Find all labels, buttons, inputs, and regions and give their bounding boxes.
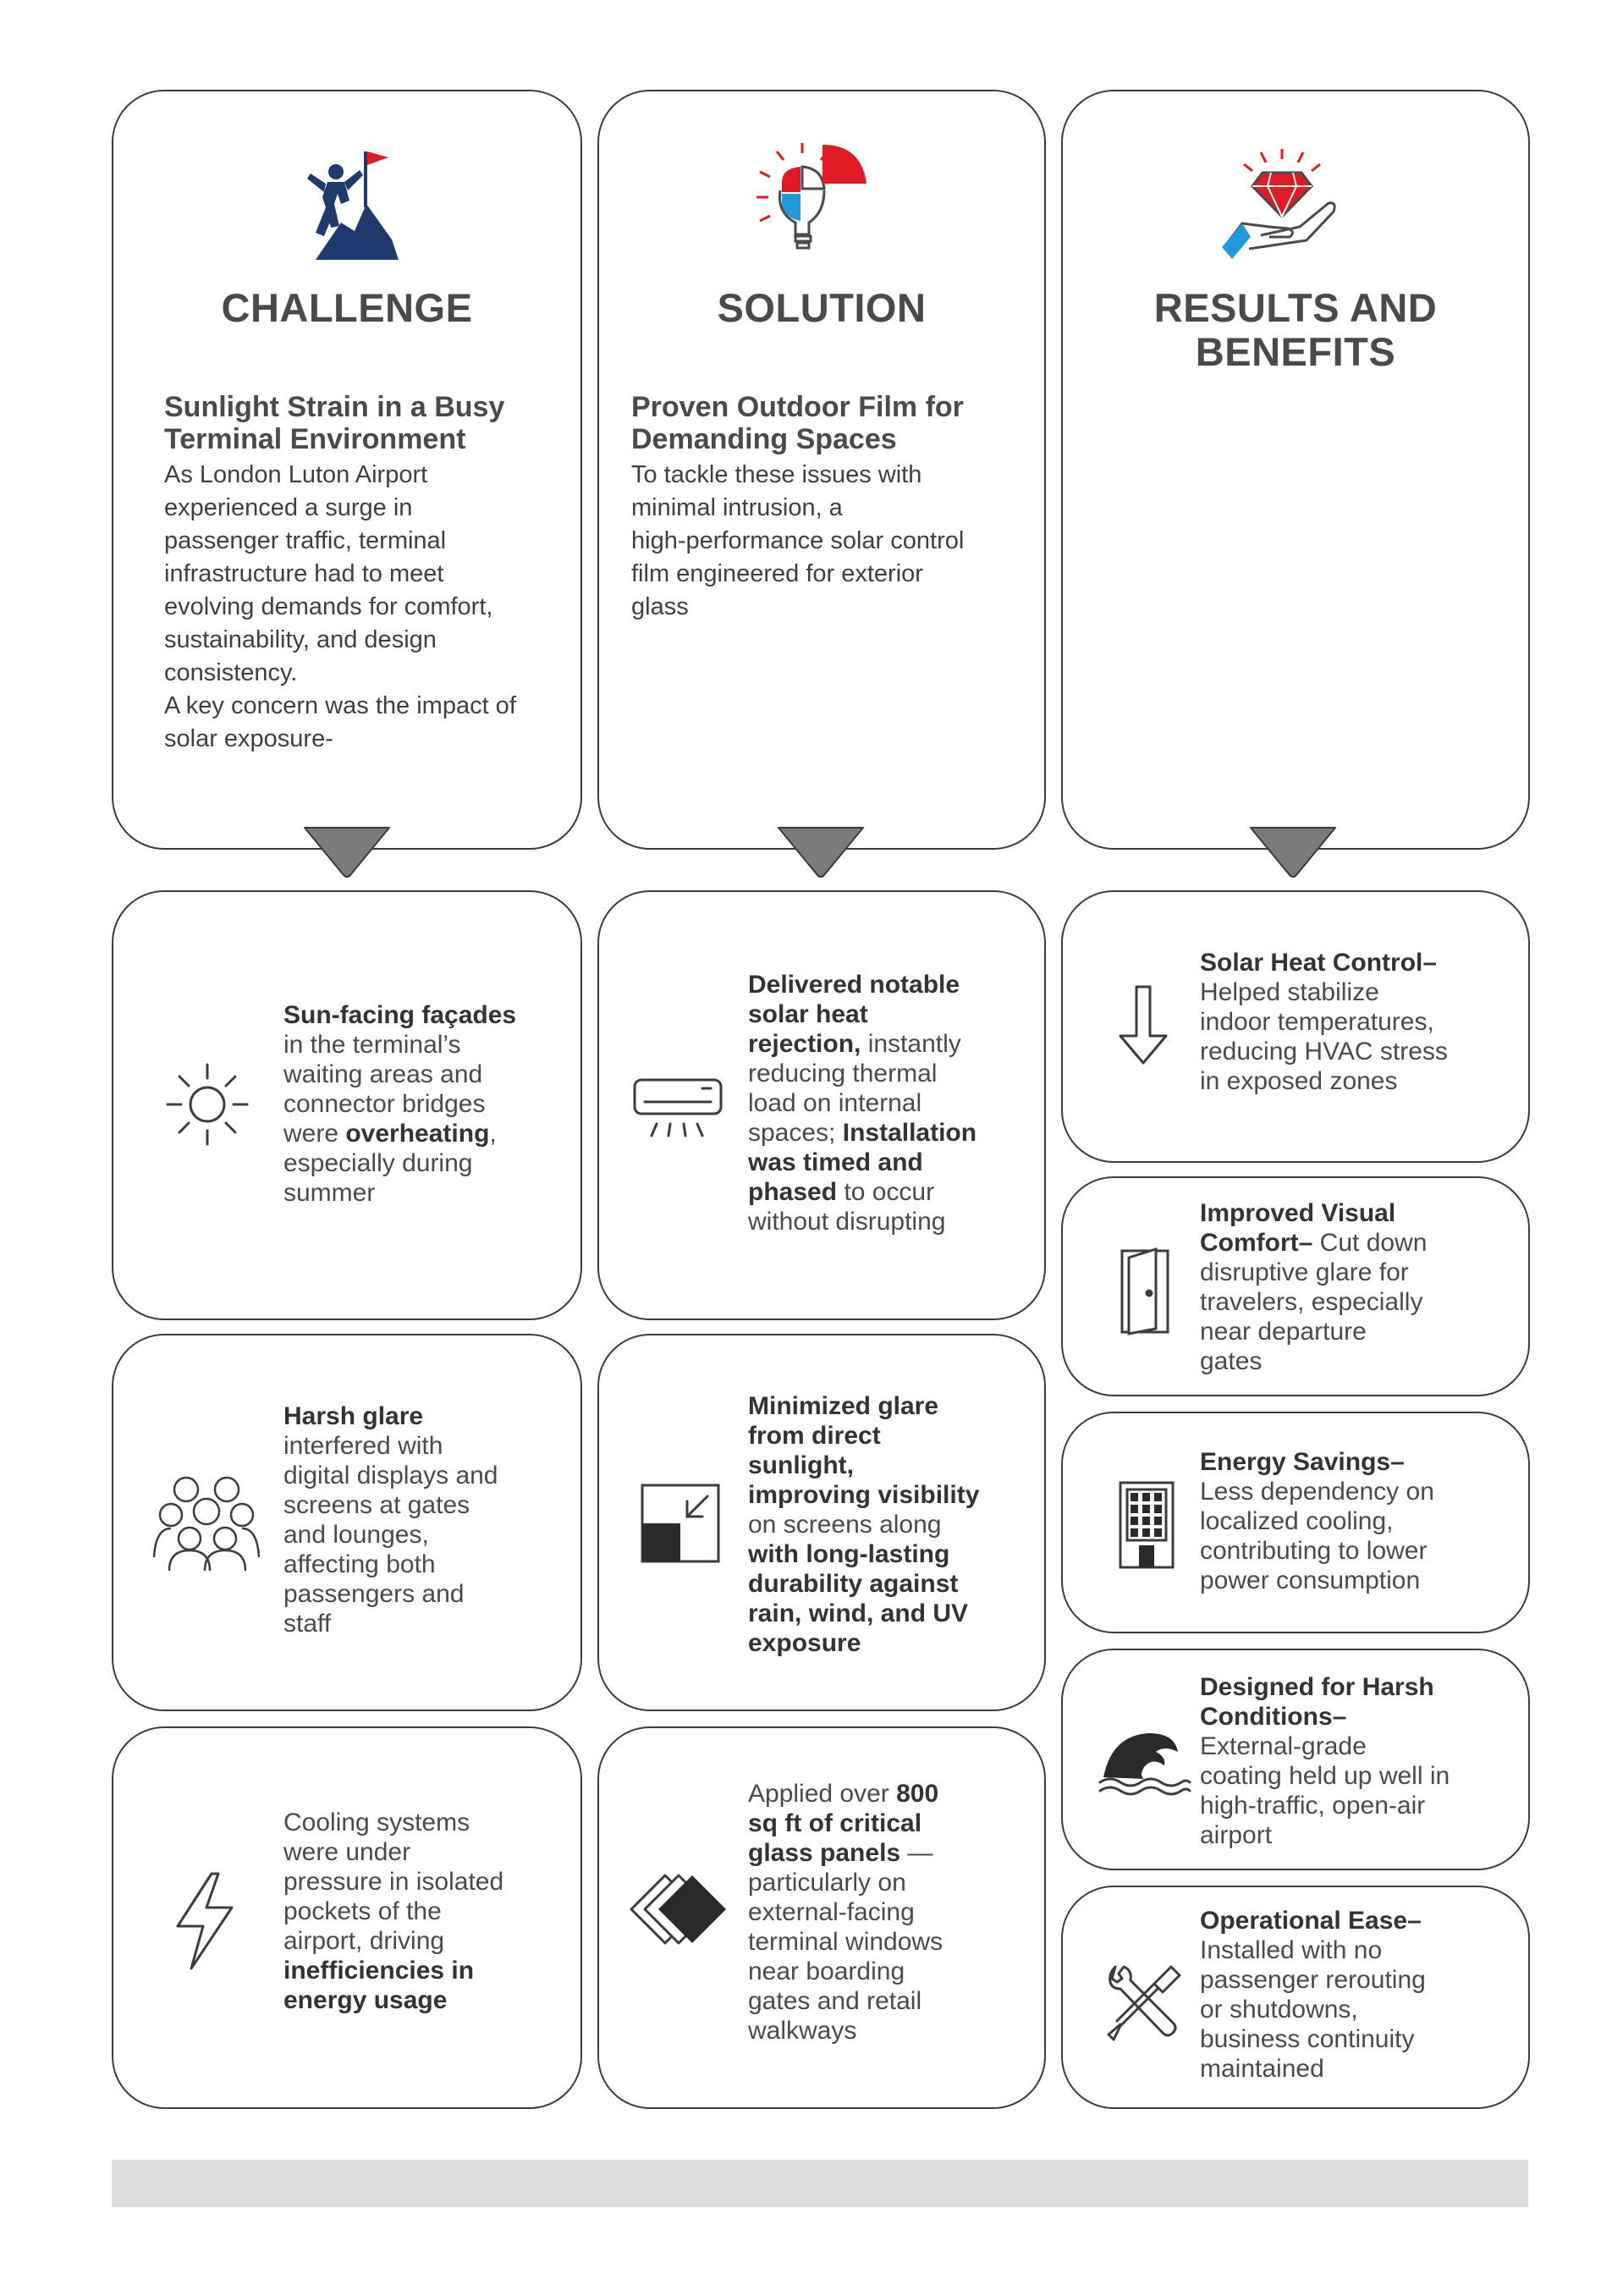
tools-icon (1103, 1962, 1185, 2043)
arrow-down-icon (1114, 983, 1173, 1068)
solution-card-2-text: Minimized glare from direct sunlight, improving visibility on screens along with long-lasting durability against rain, wind, and UV exposure (748, 1392, 980, 1657)
diamond-hand-icon (1219, 146, 1345, 264)
result-card-1-text: Solar Heat Control– Helped stabilize indoor temperatures, reducing HVAC stress in exposed zones (1200, 949, 1448, 1095)
solution-title: SOLUTION (717, 285, 927, 330)
footer-bar (112, 2160, 1528, 2207)
air-conditioner-icon (631, 1076, 724, 1141)
layered-diamonds-icon (628, 1869, 733, 1950)
solution-down-arrow-icon (775, 826, 867, 878)
sun-icon (161, 1058, 254, 1151)
solution-paragraph: To tackle these issues with minimal intrusion, a high-performance solar control film engineered for exterior glass (631, 461, 965, 620)
challenge-down-arrow-icon (301, 826, 393, 878)
challenge-card-1-text: Sun-facing façades in the terminal’s waiting areas and connector bridges were overheating, especially during summer (283, 1001, 517, 1207)
minimize-window-icon (640, 1483, 721, 1564)
result-card-5-text: Operational Ease– Installed with no passenger rerouting or shutdowns, business continuity maintained (1200, 1907, 1426, 2083)
result-card-2-text: Improved Visual Comfort– Cut down disruptive glare for travelers, especially near departure gates (1200, 1199, 1428, 1375)
climber-flag-icon (300, 148, 404, 267)
challenge-heading-line1: Sunlight Strain in a Busy (164, 391, 505, 423)
door-icon (1117, 1246, 1176, 1337)
result-card-3-text: Energy Savings– Less dependency on localized cooling, contributing to lower power consumption (1200, 1448, 1434, 1594)
people-group-icon (152, 1473, 262, 1574)
wave-icon (1097, 1726, 1193, 1798)
solution-heading-line2: Demanding Spaces (631, 423, 897, 455)
solution-card-1-text: Delivered notable solar heat rejection, instantly reducing thermal load on internal spaces; Installation was timed and phased to occur without disrupting (748, 971, 977, 1236)
building-icon (1115, 1479, 1178, 1571)
lightning-icon (169, 1870, 240, 1972)
solution-heading-line1: Proven Outdoor Film for (631, 391, 964, 423)
results-title-line1: RESULTS AND (1153, 285, 1438, 330)
lightbulb-puzzle-icon (751, 140, 887, 271)
challenge-heading-line2: Terminal Environment (164, 423, 466, 455)
results-title-line2: BENEFITS (1195, 329, 1396, 374)
result-card-4-text: Designed for Harsh Conditions– External-grade coating held up well in high-traffic, open-air airport (1200, 1673, 1450, 1849)
challenge-paragraph: As London Luton Airport experienced a surge in passenger traffic, terminal infrastructure had to meet evolving demands for comfort, sustainability, and design consistency. A key concern was the impact of solar exposure- (164, 461, 516, 752)
challenge-card-2-text: Harsh glare interfered with digital displays and screens at gates and lounges, affecting both passengers and staff (283, 1402, 498, 1638)
challenge-card-3-text: Cooling systems were under pressure in isolated pockets of the airport, driving inefficiencies in energy usage (283, 1809, 504, 2014)
challenge-title: CHALLENGE (221, 285, 473, 330)
results-down-arrow-icon (1247, 826, 1339, 878)
solution-card-3-text: Applied over 800 sq ft of critical glass panels — particularly on external-facing terminal windows near boarding gates and retail walkways (748, 1780, 944, 2045)
